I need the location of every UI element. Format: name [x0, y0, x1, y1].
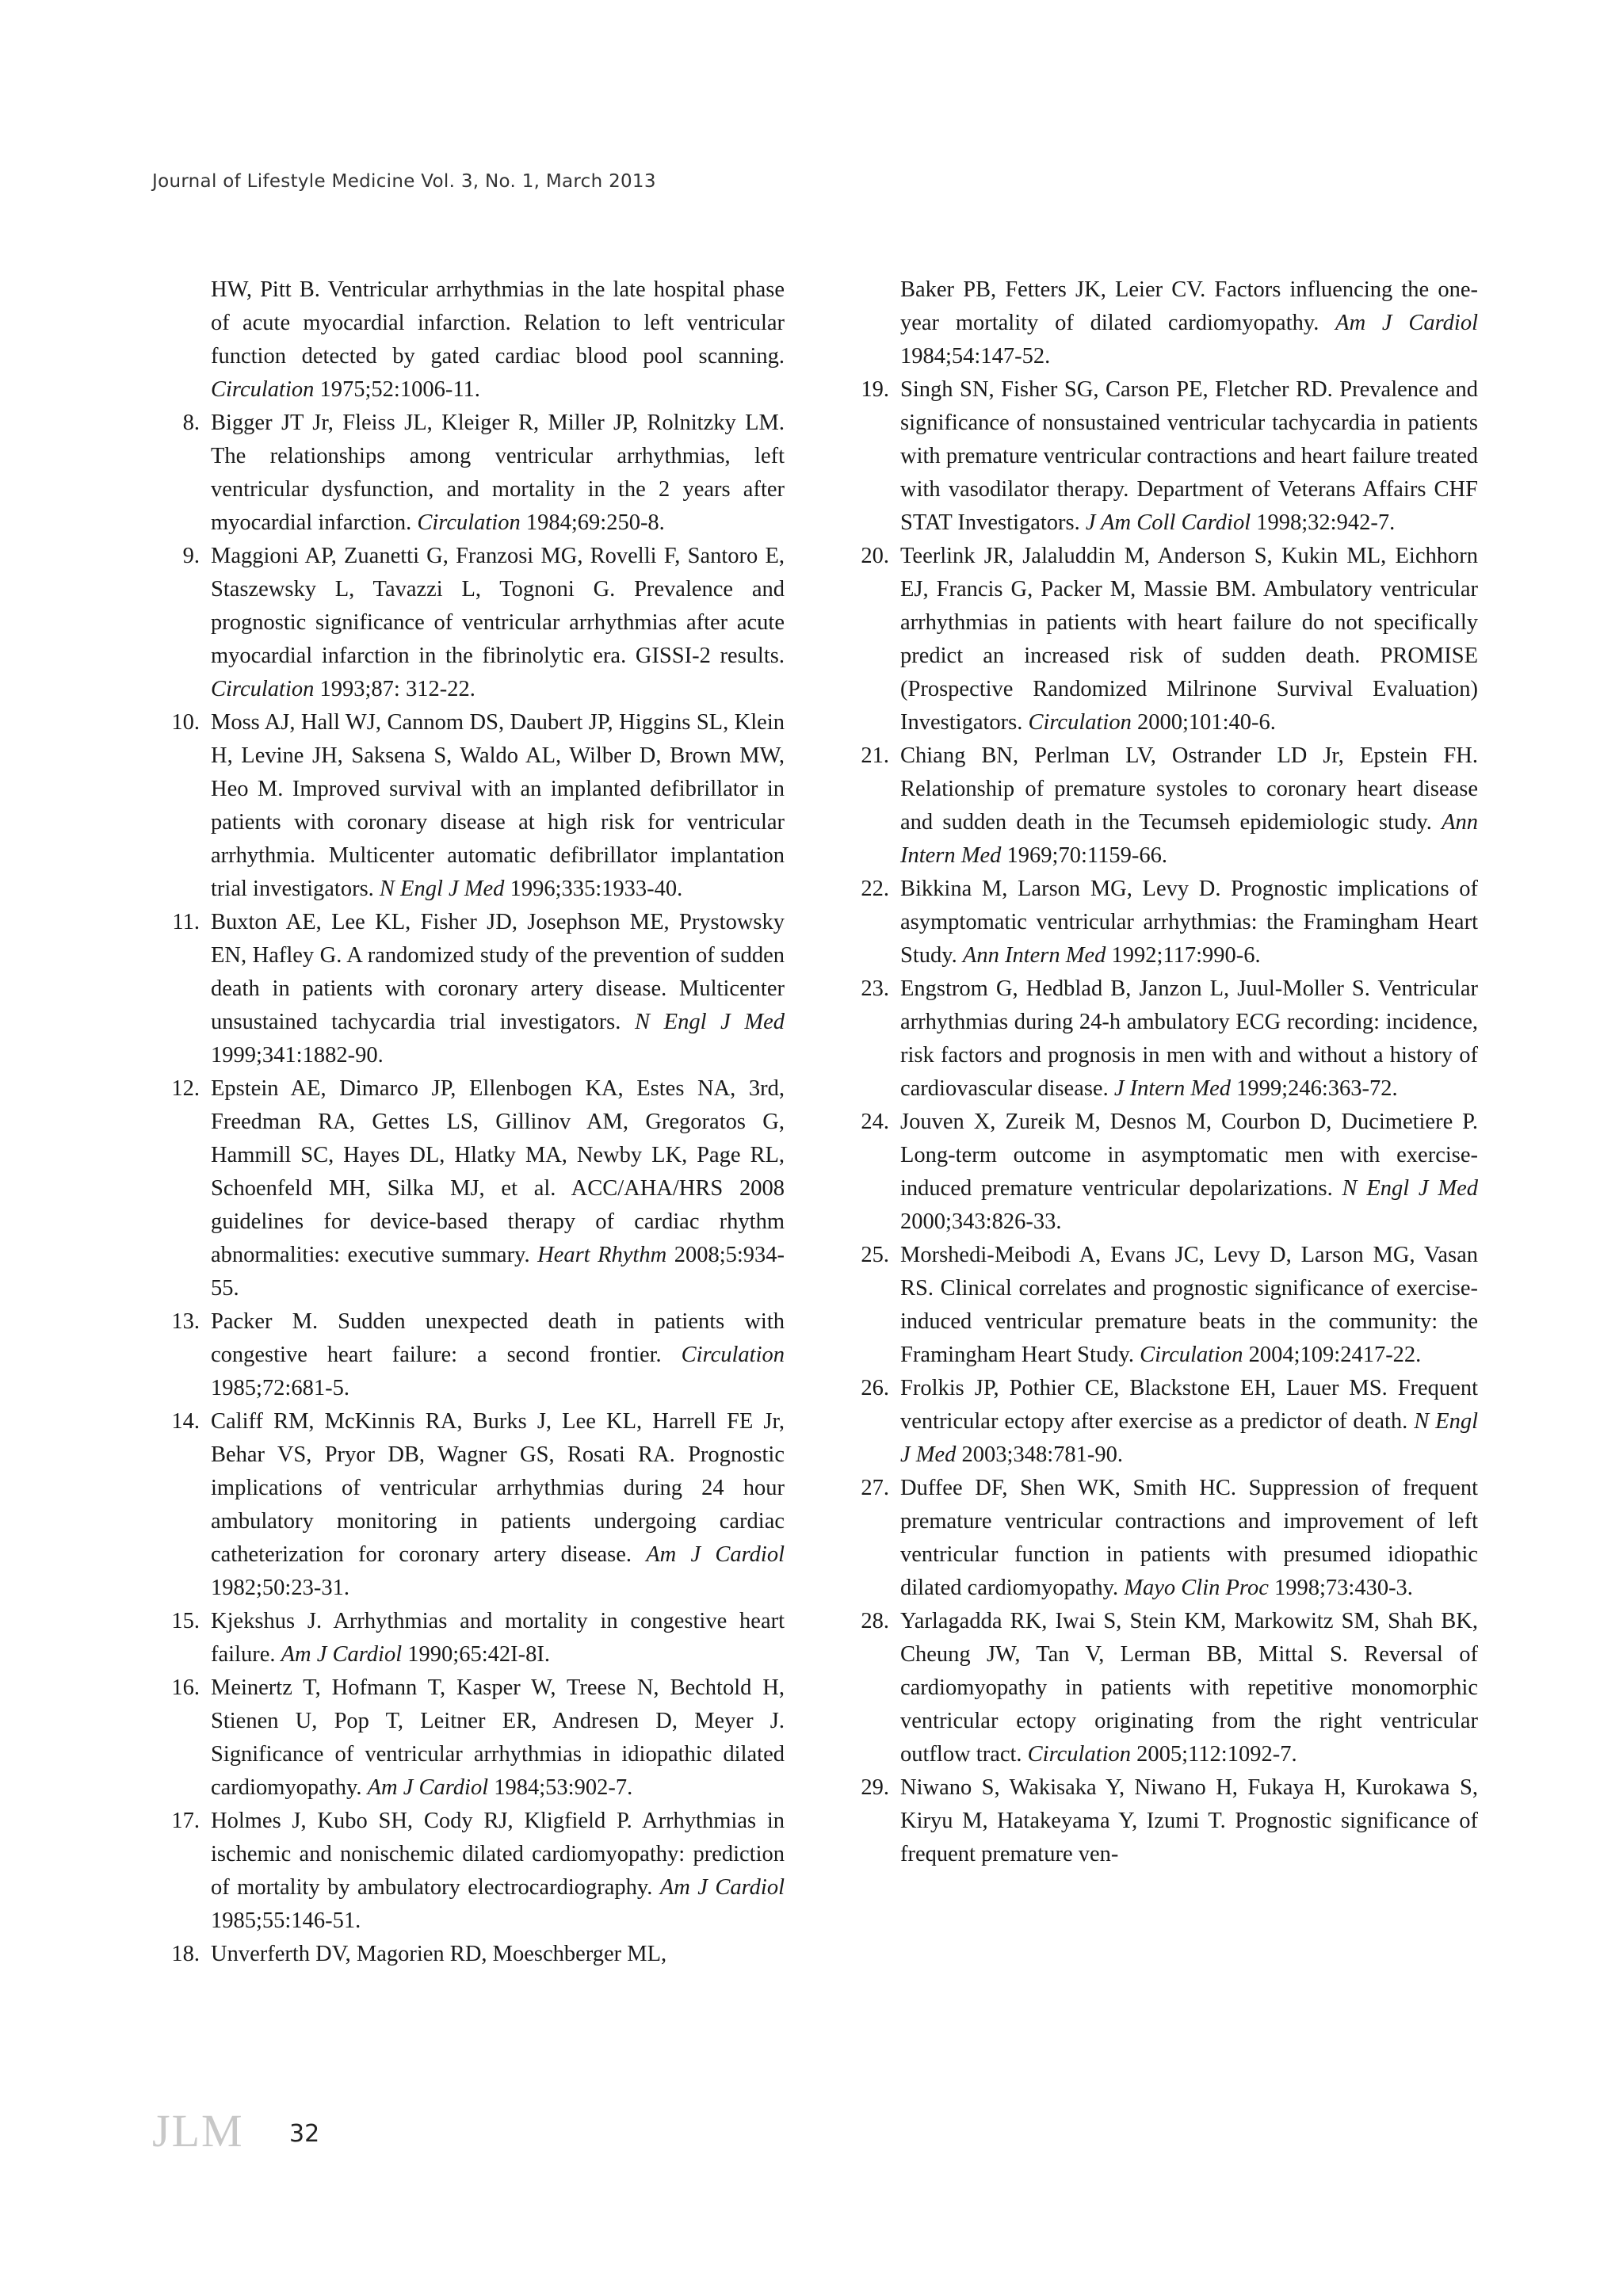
reference-item	[151, 1072, 785, 1305]
reference-text: Holmes J, Kubo SH, Cody RJ, Kligfield P. Arrhythmias in ischemic and nonischemic dilated cardiomyopathy: prediction of mortality by ambulatory electrocardiography.	[211, 1809, 785, 1900]
reference-journal: Circulation	[1027, 1742, 1132, 1767]
reference-text: Maggioni AP, Zuanetti G, Franzosi MG, Rovelli F, Santoro E, Staszewsky L, Tavazzi L, Tognoni G. Prevalence and prognostic significance of ventricular arrhythmias after acute myocardial infarction in the fibrinolytic era. GISSI-2 results.	[211, 544, 785, 668]
reference-text: Engstrom G, Hedblad B, Janzon L, Juul-Moller S. Ventricular arrhythmias during 24-h ambulatory ECG recording: incidence, risk factors and prognosis in men with and without a history of cardiovascular disease.	[900, 976, 1478, 1101]
reference-item	[151, 1805, 785, 1938]
reference-text: Duffee DF, Shen WK, Smith HC. Suppression of frequent premature ventricular contractions and improvement of left ventricular function in patients with presumed idiopathic dilated cardiomyopathy.	[900, 1476, 1478, 1600]
reference-number: 12.	[171, 1076, 200, 1101]
reference-citation: 1998;32:942-7.	[1256, 510, 1396, 535]
reference-journal: Circulation	[211, 377, 315, 402]
reference-journal: N Engl J Med	[1342, 1176, 1478, 1201]
reference-number: 20.	[861, 544, 889, 568]
reference-number: 24.	[861, 1110, 889, 1134]
reference-journal: Circulation	[1028, 710, 1132, 735]
reference-journal: Heart Rhythm	[537, 1243, 667, 1267]
reference-journal: Am J Cardiol	[367, 1775, 489, 1800]
reference-text: Packer M. Sudden unexpected death in patients with congestive heart failure: a second frontier.	[211, 1309, 785, 1367]
reference-citation: 1984;54:147-52.	[900, 344, 1051, 369]
reference-text: HW, Pitt B. Ventricular arrhythmias in the late hospital phase of acute myocardial infarction. Relation to left ventricular function detected by gated cardiac blood pool scanning.	[211, 277, 785, 369]
reference-item	[840, 972, 1478, 1106]
reference-journal: Am J Cardiol	[646, 1542, 785, 1567]
reference-number: 27.	[861, 1476, 889, 1500]
reference-journal: Am J Cardiol	[659, 1875, 785, 1900]
reference-number: 16.	[171, 1675, 200, 1700]
reference-journal: Circulation	[211, 677, 315, 701]
reference-journal: Ann Intern Med	[900, 810, 1479, 868]
reference-citation: 2000;343:826-33.	[900, 1209, 1062, 1234]
reference-item	[151, 1305, 785, 1405]
reference-item	[840, 373, 1478, 540]
journal-logo: JLM	[152, 2105, 244, 2157]
reference-citation: 1996;335:1933-40.	[510, 877, 683, 901]
reference-item	[151, 407, 785, 540]
reference-number: 18.	[171, 1942, 200, 1966]
reference-number: 17.	[171, 1809, 200, 1833]
reference-text: Jouven X, Zureik M, Desnos M, Courbon D, Ducimetiere P. Long-term outcome in asymptomatic men with exercise-induced premature ventricular depolarizations.	[900, 1110, 1478, 1201]
reference-number: 15.	[171, 1609, 200, 1633]
reference-citation: 2003;348:781-90.	[961, 1442, 1123, 1467]
reference-citation: 2008;5:934-55.	[211, 1243, 785, 1301]
reference-journal: Am J Cardiol	[281, 1642, 403, 1667]
reference-journal: Ann Intern Med	[962, 943, 1106, 968]
reference-item	[151, 1405, 785, 1605]
reference-text: Bikkina M, Larson MG, Levy D. Prognostic implications of asymptomatic ventricular arrhythmias: the Framingham Heart Study.	[900, 877, 1478, 968]
reference-citation: 1975;52:1006-11.	[319, 377, 480, 402]
reference-number: 8.	[182, 411, 200, 435]
reference-journal: N Engl J Med	[900, 1409, 1478, 1467]
reference-citation: 1982;50:23-31.	[211, 1576, 349, 1600]
reference-column-left	[151, 273, 785, 1971]
reference-journal: Circulation	[1140, 1343, 1243, 1367]
reference-journal: N Engl J Med	[635, 1010, 785, 1034]
reference-citation: 1999;341:1882-90.	[211, 1043, 384, 1068]
reference-journal: Mayo Clin Proc	[1124, 1576, 1269, 1600]
reference-citation: 1993;87: 312-22.	[319, 677, 475, 701]
reference-citation: 1985;55:146-51.	[211, 1908, 361, 1933]
reference-item	[840, 1472, 1478, 1605]
reference-number: 13.	[171, 1309, 200, 1334]
reference-citation: 2005;112:1092-7.	[1136, 1742, 1297, 1767]
reference-journal: N Engl J Med	[379, 877, 505, 901]
reference-item	[840, 1605, 1478, 1771]
reference-citation: 1998;73:430-3.	[1274, 1576, 1413, 1600]
reference-citation: 2004;109:2417-22.	[1248, 1343, 1422, 1367]
reference-text: Singh SN, Fisher SG, Carson PE, Fletcher RD. Prevalence and significance of nonsustained ventricular tachycardia in patients with premature ventricular contractions and heart failure treated with vasodilator therapy. Department of Veterans Affairs CHF STAT Investigators.	[900, 377, 1478, 535]
reference-item	[151, 906, 785, 1072]
reference-text: Baker PB, Fetters JK, Leier CV. Factors influencing the one-year mortality of dilated cardiomyopathy.	[900, 277, 1478, 335]
reference-text: Niwano S, Wakisaka Y, Niwano H, Fukaya H, Kurokawa S, Kiryu M, Hatakeyama Y, Izumi T. Prognostic significance of frequent premature ven-	[900, 1775, 1478, 1866]
reference-text: Chiang BN, Perlman LV, Ostrander LD Jr, Epstein FH. Relationship of premature systoles to coronary heart disease and sudden death in the Tecumseh epidemiologic study.	[900, 743, 1478, 835]
reference-item	[151, 273, 785, 407]
page-number: 32	[289, 2120, 320, 2148]
reference-citation: 1990;65:42I-8I.	[407, 1642, 550, 1667]
reference-journal: J Intern Med	[1113, 1076, 1232, 1101]
reference-text: Yarlagadda RK, Iwai S, Stein KM, Markowitz SM, Shah BK, Cheung JW, Tan V, Lerman BB, Mittal S. Reversal of cardiomyopathy in patients with repetitive monomorphic ventricular ectopy originating from the right ventricular outflow tract.	[900, 1609, 1478, 1767]
reference-number: 10.	[171, 710, 200, 735]
reference-journal: Am J Cardiol	[1335, 311, 1478, 335]
reference-text: Kjekshus J. Arrhythmias and mortality in congestive heart failure.	[211, 1609, 785, 1667]
reference-text: Meinertz T, Hofmann T, Kasper W, Treese N, Bechtold H, Stienen U, Pop T, Leitner ER, Andresen D, Meyer J. Significance of ventricular arrhythmias in idiopathic dilated cardiomyopathy.	[211, 1675, 785, 1800]
reference-item	[840, 1106, 1478, 1239]
reference-number: 21.	[861, 743, 889, 768]
reference-number: 9.	[182, 544, 200, 568]
reference-item	[840, 739, 1478, 873]
reference-text: Bigger JT Jr, Fleiss JL, Kleiger R, Miller JP, Rolnitzky LM. The relationships among ventricular arrhythmias, left ventricular dysfunction, and mortality in the 2 years after myocardial infarction.	[211, 411, 785, 535]
reference-citation: 1999;246:363-72.	[1236, 1076, 1398, 1101]
reference-citation: 2000;101:40-6.	[1136, 710, 1276, 735]
reference-text: Morshedi-Meibodi A, Evans JC, Levy D, Larson MG, Vasan RS. Clinical correlates and prognostic significance of exercise-induced ventricular premature beats in the community: the Framingham Heart Study.	[900, 1243, 1478, 1367]
reference-journal: Circulation	[681, 1343, 785, 1367]
reference-item	[840, 273, 1478, 373]
reference-text: Buxton AE, Lee KL, Fisher JD, Josephson ME, Prystowsky EN, Hafley G. A randomized study of the prevention of sudden death in patients with coronary artery disease. Multicenter unsustained tachycardia trial investigators.	[211, 910, 785, 1034]
reference-number: 22.	[861, 877, 889, 901]
reference-item	[840, 1372, 1478, 1472]
reference-item	[151, 706, 785, 906]
reference-text: Epstein AE, Dimarco JP, Ellenbogen KA, Estes NA, 3rd, Freedman RA, Gettes LS, Gillinov AM, Gregoratos G, Hammill SC, Hayes DL, Hlatky MA, Newby LK, Page RL, Schoenfeld MH, Silka MJ, et al. ACC/AHA/HRS 2008 guidelines for device-based therapy of cardiac rhythm abnormalities: executive summary.	[211, 1076, 785, 1267]
reference-number: 25.	[861, 1243, 889, 1267]
reference-text: Teerlink JR, Jalaluddin M, Anderson S, Kukin ML, Eichhorn EJ, Francis G, Packer M, Massie BM. Ambulatory ventricular arrhythmias in patients with heart failure do not specifically predict an increased risk of sudden death. PROMISE (Prospective Randomized Milrinone Survival Evaluation) Investigators.	[900, 544, 1478, 735]
reference-citation: 1969;70:1159-66.	[1006, 843, 1167, 868]
reference-citation: 1992;117:990-6.	[1111, 943, 1261, 968]
reference-item	[151, 540, 785, 706]
reference-number: 19.	[861, 377, 889, 402]
reference-number: 14.	[171, 1409, 200, 1434]
reference-text: Unverferth DV, Magorien RD, Moeschberger ML,	[211, 1942, 667, 1966]
reference-citation: 1985;72:681-5.	[211, 1376, 349, 1400]
reference-item	[840, 540, 1478, 739]
reference-column-right	[840, 273, 1478, 1871]
reference-number: 28.	[861, 1609, 889, 1633]
reference-number: 29.	[861, 1775, 889, 1800]
reference-item	[840, 1771, 1478, 1871]
reference-citation: 1984;69:250-8.	[525, 510, 665, 535]
reference-item	[151, 1605, 785, 1671]
reference-item	[151, 1938, 785, 1971]
reference-item	[840, 1239, 1478, 1372]
reference-text: Frolkis JP, Pothier CE, Blackstone EH, Lauer MS. Frequent ventricular ectopy after exercise as a predictor of death.	[900, 1376, 1478, 1434]
reference-item	[151, 1671, 785, 1805]
reference-journal: Circulation	[417, 510, 521, 535]
running-header: Journal of Lifestyle Medicine Vol. 3, No. 1, March 2013	[152, 171, 656, 192]
reference-number: 11.	[172, 910, 200, 934]
reference-number: 26.	[861, 1376, 889, 1400]
reference-citation: 1984;53:902-7.	[494, 1775, 633, 1800]
reference-text: Califf RM, McKinnis RA, Burks J, Lee KL, Harrell FE Jr, Behar VS, Pryor DB, Wagner GS, Rosati RA. Prognostic implications of ventricular arrhythmias during 24 hour ambulatory monitoring in patients undergoing cardiac catheterization for coronary artery disease.	[211, 1409, 785, 1567]
reference-journal: J Am Coll Cardiol	[1085, 510, 1251, 535]
reference-item	[840, 873, 1478, 972]
reference-text: Moss AJ, Hall WJ, Cannom DS, Daubert JP, Higgins SL, Klein H, Levine JH, Saksena S, Waldo AL, Wilber D, Brown MW, Heo M. Improved survival with an implanted defibrillator in patients with coronary disease at high risk for ventricular arrhythmia. Multicenter automatic defibrillator implantation trial investigators.	[211, 710, 785, 901]
reference-number: 23.	[861, 976, 889, 1001]
